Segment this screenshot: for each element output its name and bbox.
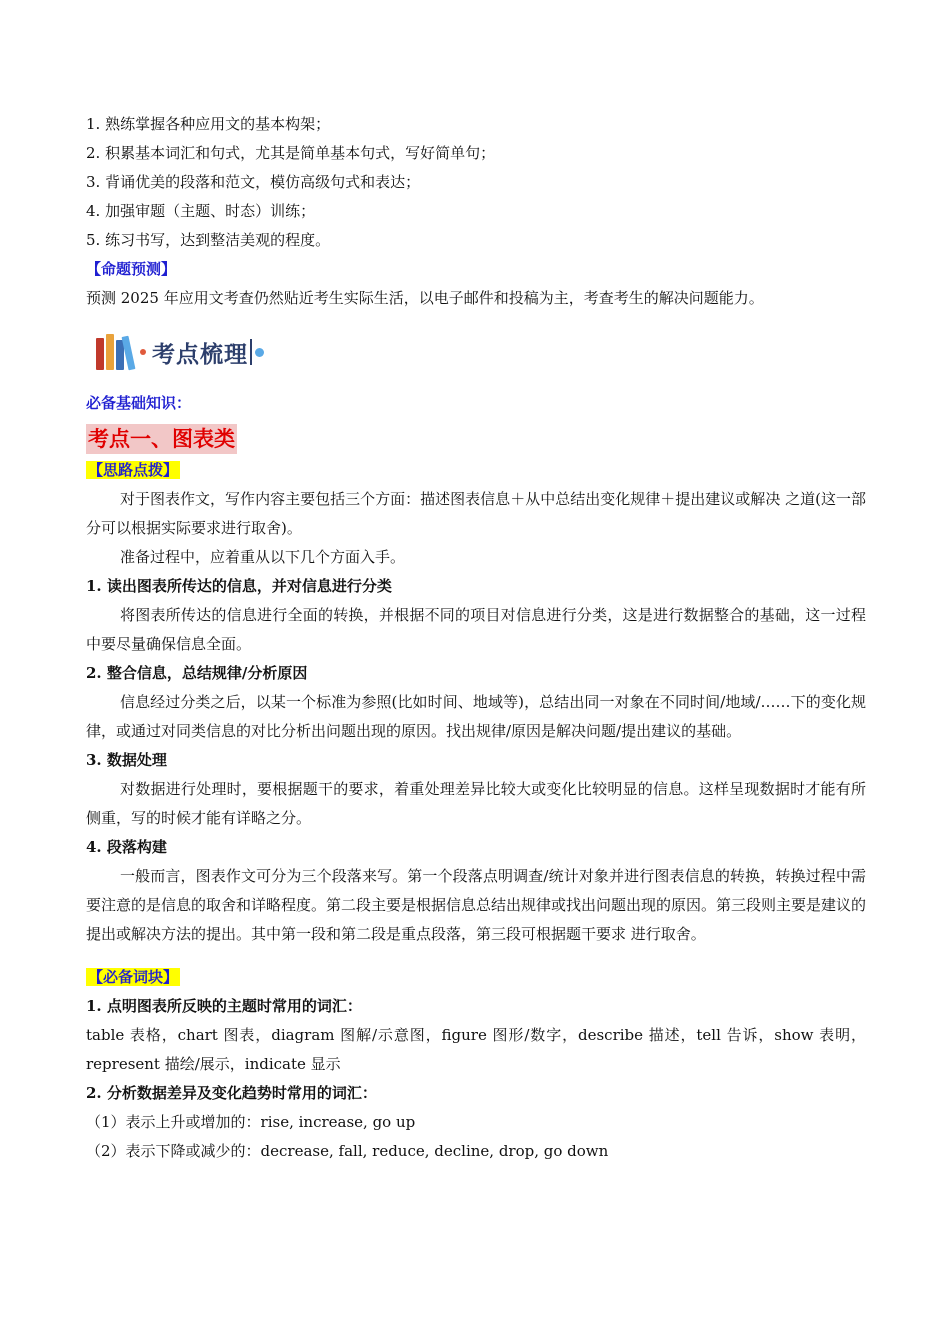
cursor-icon [250,339,252,365]
tips-intro: 准备过程中，应着重从以下几个方面入手。 [120,548,406,566]
books-icon [94,332,138,372]
banner-title: 考点梳理 [152,341,248,368]
vocab-section1-title: 1. 点明图表所反映的主题时常用的词汇： [86,997,362,1015]
vocab-rise: （1）表示上升或增加的：rise, increase, go up [86,1113,416,1131]
vocab-section2-title: 2. 分析数据差异及变化趋势时常用的词汇： [86,1084,377,1102]
list-item: 5. 练习书写，达到整洁美观的程度。 [86,231,331,249]
prediction-heading: 【命题预测】 [86,260,177,278]
tips-heading: 【思路点拨】 [88,461,179,479]
list-item: 4. 加强审题（主题、时态）训练； [86,202,316,220]
step-title: 4. 段落构建 [86,838,167,856]
tips-section [86,456,866,949]
vocab-section1-text: table 表格，chart 图表，diagram 图解/示意图，figure 图形/数字，describe 描述，tell 告诉，show 表明，represent 描绘/展示，indicate 显示 [86,1026,866,1073]
list-item: 2. 积累基本词汇和句式，尤其是简单基本句式，写好简单句； [86,144,496,162]
dot-icon [140,349,146,355]
step-text: 一般而言，图表作文可分为三个段落来写。第一个段落点明调查/统计对象并进行图表信息的转换，转换过程中需要注意的是信息的取舍和详略程度。第二段主要是根据信息总结出规律或找出问题出现的原因。第三段则主要是建议的提出或解决方法的提出。其中第一段和第二段是重点段落，第三段可根据题干要求 进行取舍。 [86,867,867,943]
step-text: 信息经过分类之后，以某一个标准为参照(比如时间、地域等)，总结出同一对象在不同时间/地域/……下的变化规律，或通过对同类信息的对比分析出问题出现的原因。找出规律/原因是解决问题/提出建议的基础。 [86,693,866,740]
list-item: 3. 背诵优美的段落和范文，模仿高级句式和表达； [86,173,421,191]
vocab-fall: （2）表示下降或减少的：decrease, fall, reduce, decline, drop, go down [86,1142,609,1160]
tips-intro: 对于图表作文，写作内容主要包括三个方面：描述图表信息＋从中总结出变化规律＋提出建议或解决 之道(这一部分可以根据实际要求进行取舍)。 [86,490,866,537]
step-text: 对数据进行处理时，要根据题干的要求，着重处理差异比较大或变化比较明显的信息。这样呈现数据时才能有所侧重，写的时候才能有详略之分。 [86,780,866,827]
vocab-heading: 【必备词块】 [88,968,179,986]
list-item: 1. 熟练掌握各种应用文的基本构架； [86,115,331,133]
vocab-section [86,963,866,1166]
topic-title: 考点一、图表类 [86,424,237,454]
step-title: 2. 整合信息，总结规律/分析原因 [86,664,308,682]
dot-icon [255,348,264,357]
step-title: 3. 数据处理 [86,751,167,769]
intro-list [86,110,866,255]
prediction-text: 预测 2025 年应用文考查仍然贴近考生实际生活，以电子邮件和投稿为主，考查考生的解决问题能力。 [86,289,764,307]
basics-heading: 必备基础知识： [86,394,192,412]
step-title: 1. 读出图表所传达的信息，并对信息进行分类 [86,577,392,595]
step-text: 将图表所传达的信息进行全面的转换，并根据不同的项目对信息进行分类，这是进行数据整合的基础，这一过程中要尽量确保信息全面。 [86,606,866,653]
document-page [86,110,866,1166]
section-banner [94,327,866,377]
